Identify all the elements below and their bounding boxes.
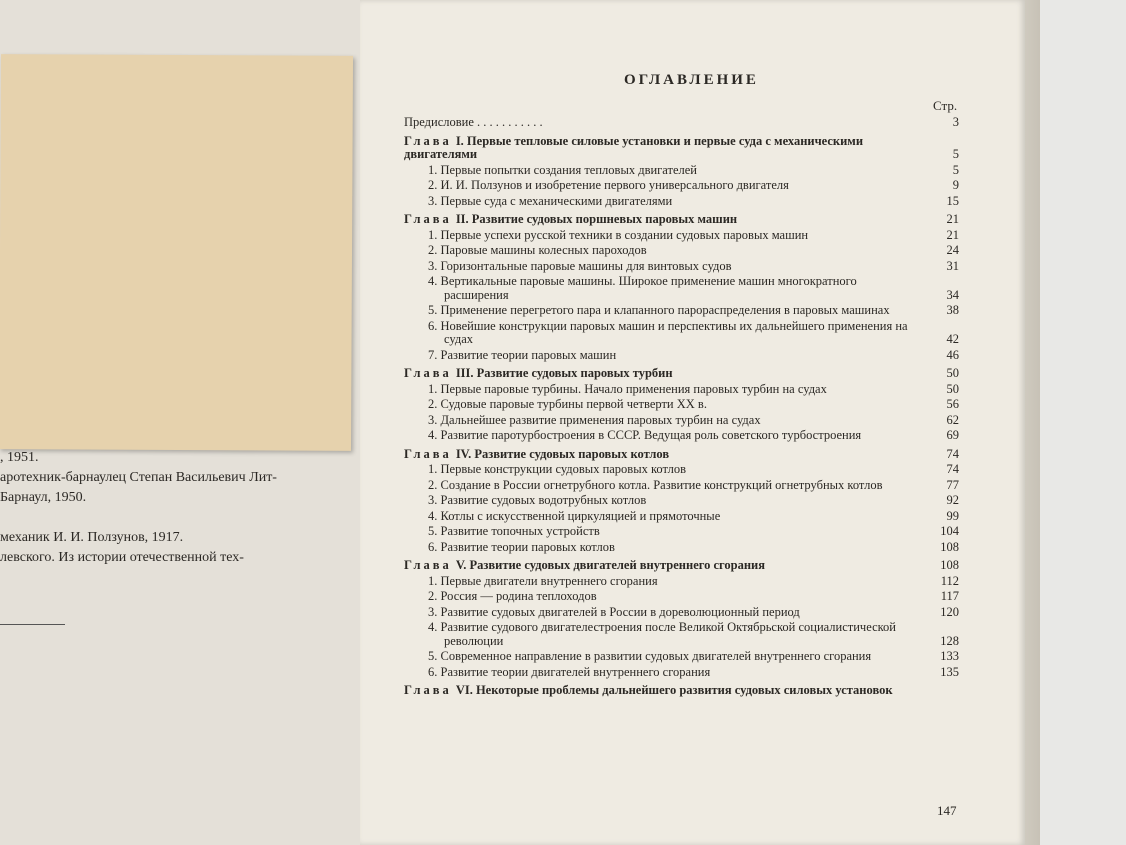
toc-title-text: 3. Горизонтальные паровые машины для винтовых судов xyxy=(428,258,732,273)
toc-title xyxy=(404,606,959,620)
toc-page: 112 xyxy=(940,573,959,588)
toc-title xyxy=(404,575,959,589)
toc-section xyxy=(404,510,959,524)
toc-title xyxy=(404,275,959,302)
toc-title-text: 6. Новейшие конструкции паровых машин и перспективы их дальнейшего применения на судах xyxy=(428,318,908,346)
left-line xyxy=(0,508,360,528)
toc-title xyxy=(404,559,959,573)
toc-title xyxy=(404,510,959,524)
toc-title-text: 1. Первые успехи русской техники в создании судовых паровых машин xyxy=(428,227,809,242)
toc-title xyxy=(404,195,959,209)
toc-title-text: 5. Современное направление в развитии судовых двигателей внутреннего сгорания xyxy=(428,649,872,663)
chapter-label: Глава xyxy=(404,558,452,572)
toc-section xyxy=(404,590,959,604)
toc-section xyxy=(404,666,959,680)
toc-page: 77 xyxy=(946,477,959,492)
toc-title-text: 6. Развитие теории двигателей внутреннего сгорания xyxy=(428,664,711,679)
toc-title xyxy=(404,666,959,680)
chapter-label: Глава xyxy=(404,683,452,697)
toc-page: 56 xyxy=(946,397,959,411)
toc-title xyxy=(404,650,959,664)
toc-title xyxy=(404,244,959,258)
chapter-label: Глава xyxy=(404,366,452,380)
toc-section xyxy=(404,479,959,493)
toc-title-text: I. Первые тепловые силовые установки и первые суда с механическими двигателями xyxy=(404,133,864,161)
toc-page: 24 xyxy=(946,243,959,257)
toc-title xyxy=(404,179,959,193)
toc-page: 104 xyxy=(940,524,959,538)
toc-page: 42 xyxy=(946,332,959,346)
toc-section xyxy=(404,244,959,258)
page-title: ОГЛАВЛЕНИЕ xyxy=(624,72,759,88)
left-line: , 1951. xyxy=(0,450,39,465)
toc-page: 31 xyxy=(946,258,959,273)
toc-title-text: 2. Судовые паровые турбины первой четверти XX в. xyxy=(428,397,707,411)
toc-title-text: VI. Некоторые проблемы дальнейшего развития судовых силовых установок xyxy=(455,683,893,697)
toc-page: 99 xyxy=(946,508,959,523)
toc-section xyxy=(404,429,959,443)
toc-page: 38 xyxy=(946,303,959,317)
toc-title xyxy=(404,525,959,539)
toc-title xyxy=(404,684,959,698)
toc-title-text: II. Развитие судовых поршневых паровых машин xyxy=(455,212,738,226)
divider xyxy=(0,624,65,625)
toc-title-text: 3. Развитие судовых водотрубных котлов xyxy=(428,493,647,507)
toc-title-text: 4. Развитие судового двигателестроения после Великой Октябрьской социалистической революции xyxy=(428,620,896,648)
toc-title-text: 3. Дальнейшее развитие применения паровых турбин на судах xyxy=(428,412,761,427)
toc-page: 74 xyxy=(946,446,959,461)
left-page-text xyxy=(0,448,360,568)
toc-page: 133 xyxy=(940,649,959,663)
toc-section xyxy=(404,349,959,363)
toc-section xyxy=(404,304,959,318)
toc-page: 9 xyxy=(952,178,959,192)
toc-page: 120 xyxy=(940,604,959,619)
toc-page: 50 xyxy=(946,366,959,380)
toc-section xyxy=(404,525,959,539)
toc-title xyxy=(404,494,959,508)
toc-title-text: 2. И. И. Ползунов и изобретение первого универсального двигателя xyxy=(428,178,789,192)
table-of-contents xyxy=(404,114,959,698)
toc-title xyxy=(404,349,959,363)
toc-section xyxy=(404,383,959,397)
paper-slip xyxy=(0,54,353,451)
toc-page: 62 xyxy=(946,412,959,427)
toc-section xyxy=(404,494,959,508)
toc-title-text: 1. Первые паровые турбины. Начало применения паровых турбин на судах xyxy=(428,381,827,396)
toc-title-text: 5. Применение перегретого пара и клапанного парораспределения в паровых машинах xyxy=(428,303,890,317)
toc-page: 117 xyxy=(940,589,959,603)
toc-section xyxy=(404,164,959,178)
toc-page: 21 xyxy=(946,212,959,226)
chapter-label: Глава xyxy=(404,133,452,148)
toc-title-text: 7. Развитие теории паровых машин xyxy=(428,347,617,362)
toc-page: 128 xyxy=(940,633,959,648)
toc-chapter xyxy=(404,559,959,573)
toc-section xyxy=(404,606,959,620)
toc-title-text: 3. Развитие судовых двигателей в России в дореволюционный период xyxy=(428,604,800,619)
toc-title-text: IV. Развитие судовых паровых котлов xyxy=(455,446,670,461)
toc-title xyxy=(404,116,959,130)
toc-page: 46 xyxy=(946,347,959,362)
toc-title xyxy=(404,320,959,347)
toc-title-text: 5. Развитие топочных устройств xyxy=(428,524,600,538)
toc-section xyxy=(404,195,959,209)
toc-title-text: 6. Развитие теории паровых котлов xyxy=(428,539,615,554)
toc-page: 50 xyxy=(946,381,959,396)
left-line: аротехник-барнаулец Степан Васильевич Лит- xyxy=(0,470,277,485)
toc-section xyxy=(404,320,959,347)
toc-section xyxy=(404,398,959,412)
toc-title xyxy=(404,260,959,274)
left-line: механик И. И. Ползунов, 1917. xyxy=(0,530,184,545)
toc-section xyxy=(404,650,959,664)
toc-page: 21 xyxy=(946,227,959,242)
toc-page: 92 xyxy=(946,493,959,507)
toc-title xyxy=(404,414,959,428)
toc-title-text: 1. Первые конструкции судовых паровых котлов xyxy=(428,462,687,476)
toc-title-text: Предисловие . . . . . . . . . . . xyxy=(404,115,543,129)
toc-page: 108 xyxy=(940,539,959,554)
toc-title xyxy=(404,448,959,462)
toc-title xyxy=(404,479,959,493)
toc-title xyxy=(404,304,959,318)
toc-page: 5 xyxy=(952,162,959,177)
toc-title xyxy=(404,621,959,648)
toc-title-text: V. Развитие судовых двигателей внутреннего сгорания xyxy=(455,558,766,572)
toc-title-text: 4. Развитие паротурбостроения в СССР. Ведущая роль советского турбостроения xyxy=(428,428,862,442)
left-line: левского. Из истории отечественной тех- xyxy=(0,550,244,565)
toc-title xyxy=(404,590,959,604)
toc-title xyxy=(404,463,959,477)
toc-title xyxy=(404,541,959,555)
toc-title-text: 2. Паровые машины колесных пароходов xyxy=(428,243,647,257)
toc-title xyxy=(404,398,959,412)
toc-chapter xyxy=(404,213,959,227)
toc-entry xyxy=(404,116,959,130)
toc-section xyxy=(404,541,959,555)
toc-title-text: 1. Первые попытки создания тепловых двигателей xyxy=(428,162,698,177)
toc-title-text: 2. Россия — родина теплоходов xyxy=(428,589,597,603)
toc-section xyxy=(404,414,959,428)
toc-page: 108 xyxy=(940,558,959,572)
toc-page: 15 xyxy=(946,193,959,208)
toc-title-text: 2. Создание в России огнетрубного котла. Развитие конструкций огнетрубных котлов xyxy=(428,477,883,492)
page-column-label: Стр. xyxy=(933,98,958,113)
toc-section xyxy=(404,463,959,477)
toc-title xyxy=(404,164,959,178)
toc-chapter xyxy=(404,135,959,162)
toc-page: 69 xyxy=(946,428,959,442)
toc-title-text: III. Развитие судовых паровых турбин xyxy=(455,366,673,380)
toc-section xyxy=(404,179,959,193)
toc-page: 74 xyxy=(946,462,959,476)
toc-page: 3 xyxy=(952,115,959,129)
chapter-label: Глава xyxy=(404,212,452,226)
toc-page: 135 xyxy=(940,664,959,679)
toc-title xyxy=(404,213,959,227)
toc-title xyxy=(404,135,959,162)
toc-title xyxy=(404,429,959,443)
toc-chapter xyxy=(404,448,959,462)
toc-page: 34 xyxy=(946,287,959,302)
left-line: Барнаул, 1950. xyxy=(0,490,87,505)
toc-title xyxy=(404,229,959,243)
toc-chapter xyxy=(404,367,959,381)
toc-chapter xyxy=(404,684,959,698)
toc-title-text: 4. Котлы с искусственной циркуляцией и прямоточные xyxy=(428,508,721,523)
toc-title xyxy=(404,383,959,397)
chapter-label: Глава xyxy=(404,446,452,461)
toc-section xyxy=(404,575,959,589)
toc-title xyxy=(404,367,959,381)
toc-page: 5 xyxy=(952,147,959,161)
background xyxy=(1040,0,1126,845)
toc-title-text: 3. Первые суда с механическими двигателями xyxy=(428,193,673,208)
toc-section xyxy=(404,275,959,302)
toc-section xyxy=(404,260,959,274)
toc-title-text: 4. Вертикальные паровые машины. Широкое применение машин многократного расширения xyxy=(428,274,857,302)
toc-section xyxy=(404,229,959,243)
toc-title-text: 1. Первые двигатели внутреннего сгорания xyxy=(428,573,658,588)
toc-section xyxy=(404,621,959,648)
page-number: 147 xyxy=(937,803,957,818)
